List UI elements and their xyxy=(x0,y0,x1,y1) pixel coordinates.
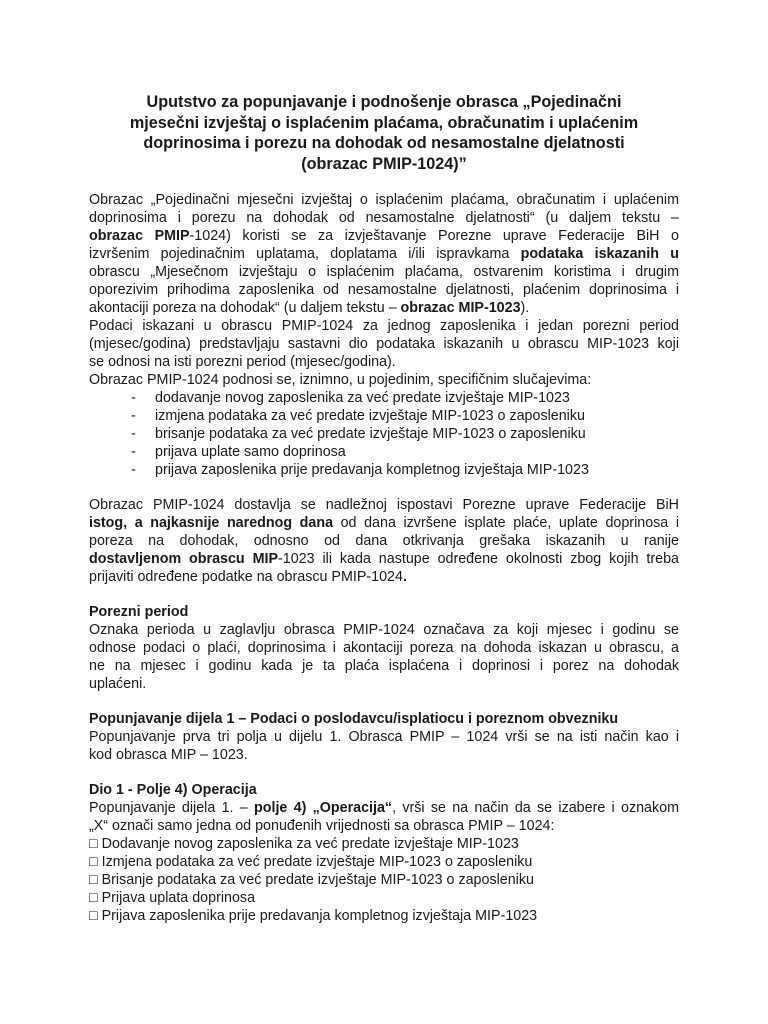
list-item: - dodavanje novog zaposlenika za već predate izvještaje MIP-1023 xyxy=(131,390,570,406)
paragraph-scope xyxy=(89,317,679,371)
paragraph-delivery xyxy=(89,496,679,586)
list-item: - brisanje podataka za već predate izvještaje MIP-1023 o zaposleniku xyxy=(131,426,586,442)
text-line: izvršenim pojedinačnim uplatama, doplatama i/ili ispravkama podataka iskazanih u xyxy=(89,246,680,262)
text-line: poreza na dohodak, odnosno od dana otkrivanja grešaka iskazanih u ranije xyxy=(89,533,679,549)
text-line: Oznaka perioda u zaglavlju obrasca PMIP-1024 označava za koji mjesec i godinu se xyxy=(89,622,679,638)
dash-bullet: - xyxy=(131,408,136,424)
text-line: istog, a najkasnije narednog dana od dana izvršene isplate plaće, uplate doprinosa i xyxy=(89,515,679,531)
title-line: Uputstvo za popunjavanje i podnošenje obrasca „Pojedinačni xyxy=(146,93,622,111)
text-line: se odnosi na isti porezni period (mjesec/godina). xyxy=(89,354,396,370)
text-line: „X“ označi samo jedna od ponuđenih vrijednosti sa obrasca PMIP – 1024: xyxy=(89,818,555,834)
paragraph-tax-period xyxy=(89,621,679,693)
paragraph-cases-intro xyxy=(89,371,679,389)
text-line: dostavljenom obrascu MIP-1023 ili kada nastupe određene okolnosti zbog kojih treba xyxy=(89,551,680,567)
checkbox-icon: □ xyxy=(89,854,98,870)
dash-bullet: - xyxy=(131,462,136,478)
text-line: kod obrasca MIP – 1023. xyxy=(89,747,248,763)
text-line: obrazac PMIP-1024) koristi se za izvještavanje Porezne uprave Federacije BiH o xyxy=(89,228,679,244)
paragraph-operation xyxy=(89,799,679,835)
section-heading: Popunjavanje dijela 1 – Podaci o poslodavcu/isplatiocu i poreznom obvezniku xyxy=(89,711,619,727)
text-line: ne na mjesec i godinu kada je ta plaća isplaćena i doprinosi i porez na dohodak xyxy=(89,658,679,674)
section-heading: Porezni period xyxy=(89,604,189,620)
list-item: - prijava uplate samo doprinosa xyxy=(131,444,346,460)
text-line: oporezivim prihodima zaposlenika od nesamostalne djelatnosti, plaćenim doprinosima i xyxy=(89,282,679,298)
spacer xyxy=(89,693,679,710)
text-line: odnose podaci o plaći, doprinosima i akontaciji poreza na dohoda iskazan u obrascu, a xyxy=(89,640,679,656)
text-line: Obrazac PMIP-1024 podnosi se, iznimno, u pojedinim, specifičnim slučajevima: xyxy=(89,372,592,388)
dash-bullet: - xyxy=(131,426,136,442)
checkbox-icon: □ xyxy=(89,872,98,888)
spacer xyxy=(89,479,679,496)
title-line: (obrazac PMIP-1024)” xyxy=(301,154,467,173)
text-line: Obrazac „Pojedinačni mjesečni izvještaj o isplaćenim plaćama, obračunatim i uplaćenim xyxy=(89,192,679,208)
paragraph-part1 xyxy=(89,728,679,764)
text-line: Popunjavanje prva tri polja u dijelu 1. Obrasca PMIP – 1024 vrši se na isti način kao i xyxy=(89,729,679,745)
title-line: mjesečni izvještaj o isplaćenim plaćama, obračunatim i uplaćenim xyxy=(129,113,639,132)
text-line: (mjesec/godina) predstavljaju sastavni dio podataka iskazanih u obrascu MIP-1023 koji xyxy=(89,336,679,352)
text-line: obrascu „Mjesečnom izvještaju o isplaćenim plaćama, ostvarenim koristima i drugim xyxy=(89,264,679,280)
option-item: □ Prijava uplata doprinosa xyxy=(89,890,256,906)
option-item: □ Dodavanje novog zaposlenika za već predate izvještaje MIP-1023 xyxy=(89,836,519,852)
text-line: Obrazac PMIP-1024 dostavlja se nadležnoj ispostavi Porezne uprave Federacije BiH xyxy=(89,497,679,513)
list-item: - izmjena podataka za već predate izvještaje MIP-1023 o zaposleniku xyxy=(131,408,585,424)
checkbox-icon: □ xyxy=(89,836,98,852)
checkbox-icon: □ xyxy=(89,908,98,924)
list-item: - prijava zaposlenika prije predavanja kompletnog izvještaja MIP-1023 xyxy=(131,462,589,478)
dash-bullet: - xyxy=(131,444,136,460)
option-item: □ Brisanje podataka za već predate izvještaje MIP-1023 o zaposleniku xyxy=(89,872,534,888)
section-heading: Dio 1 - Polje 4) Operacija xyxy=(89,782,257,798)
text-line: doprinosima i porezu na dohodak od nesamostalne djelatnosti“ (u daljem tekstu – xyxy=(89,210,679,226)
spacer xyxy=(89,764,679,781)
option-item: □ Prijava zaposlenika prije predavanja kompletnog izvještaja MIP-1023 xyxy=(89,908,538,924)
intro-paragraph xyxy=(89,191,679,317)
text-line: Popunjavanje dijela 1. – polje 4) „Operacija“, vrši se na način da se izabere i oznakom xyxy=(89,800,680,816)
text-line: akontaciji poreza na dohodak“ (u daljem tekstu – obrazac MIP-1023). xyxy=(89,300,530,316)
text-line: prijaviti određene podatke na obrascu PMIP-1024. xyxy=(89,569,407,585)
spacer xyxy=(89,586,679,603)
title-line: doprinosima i porezu na dohodak od nesamostalne djelatnosti xyxy=(143,134,625,152)
text-line: Podaci iskazani u obrascu PMIP-1024 za jednog zaposlenika i jedan porezni period xyxy=(89,318,679,334)
cases-list xyxy=(89,389,679,479)
operation-options xyxy=(89,835,679,925)
option-item: □ Izmjena podataka za već predate izvještaje MIP-1023 o zaposleniku xyxy=(89,854,533,870)
checkbox-icon: □ xyxy=(89,890,98,906)
document-title xyxy=(89,92,679,174)
dash-bullet: - xyxy=(131,390,136,406)
text-line: uplaćeni. xyxy=(89,676,147,692)
